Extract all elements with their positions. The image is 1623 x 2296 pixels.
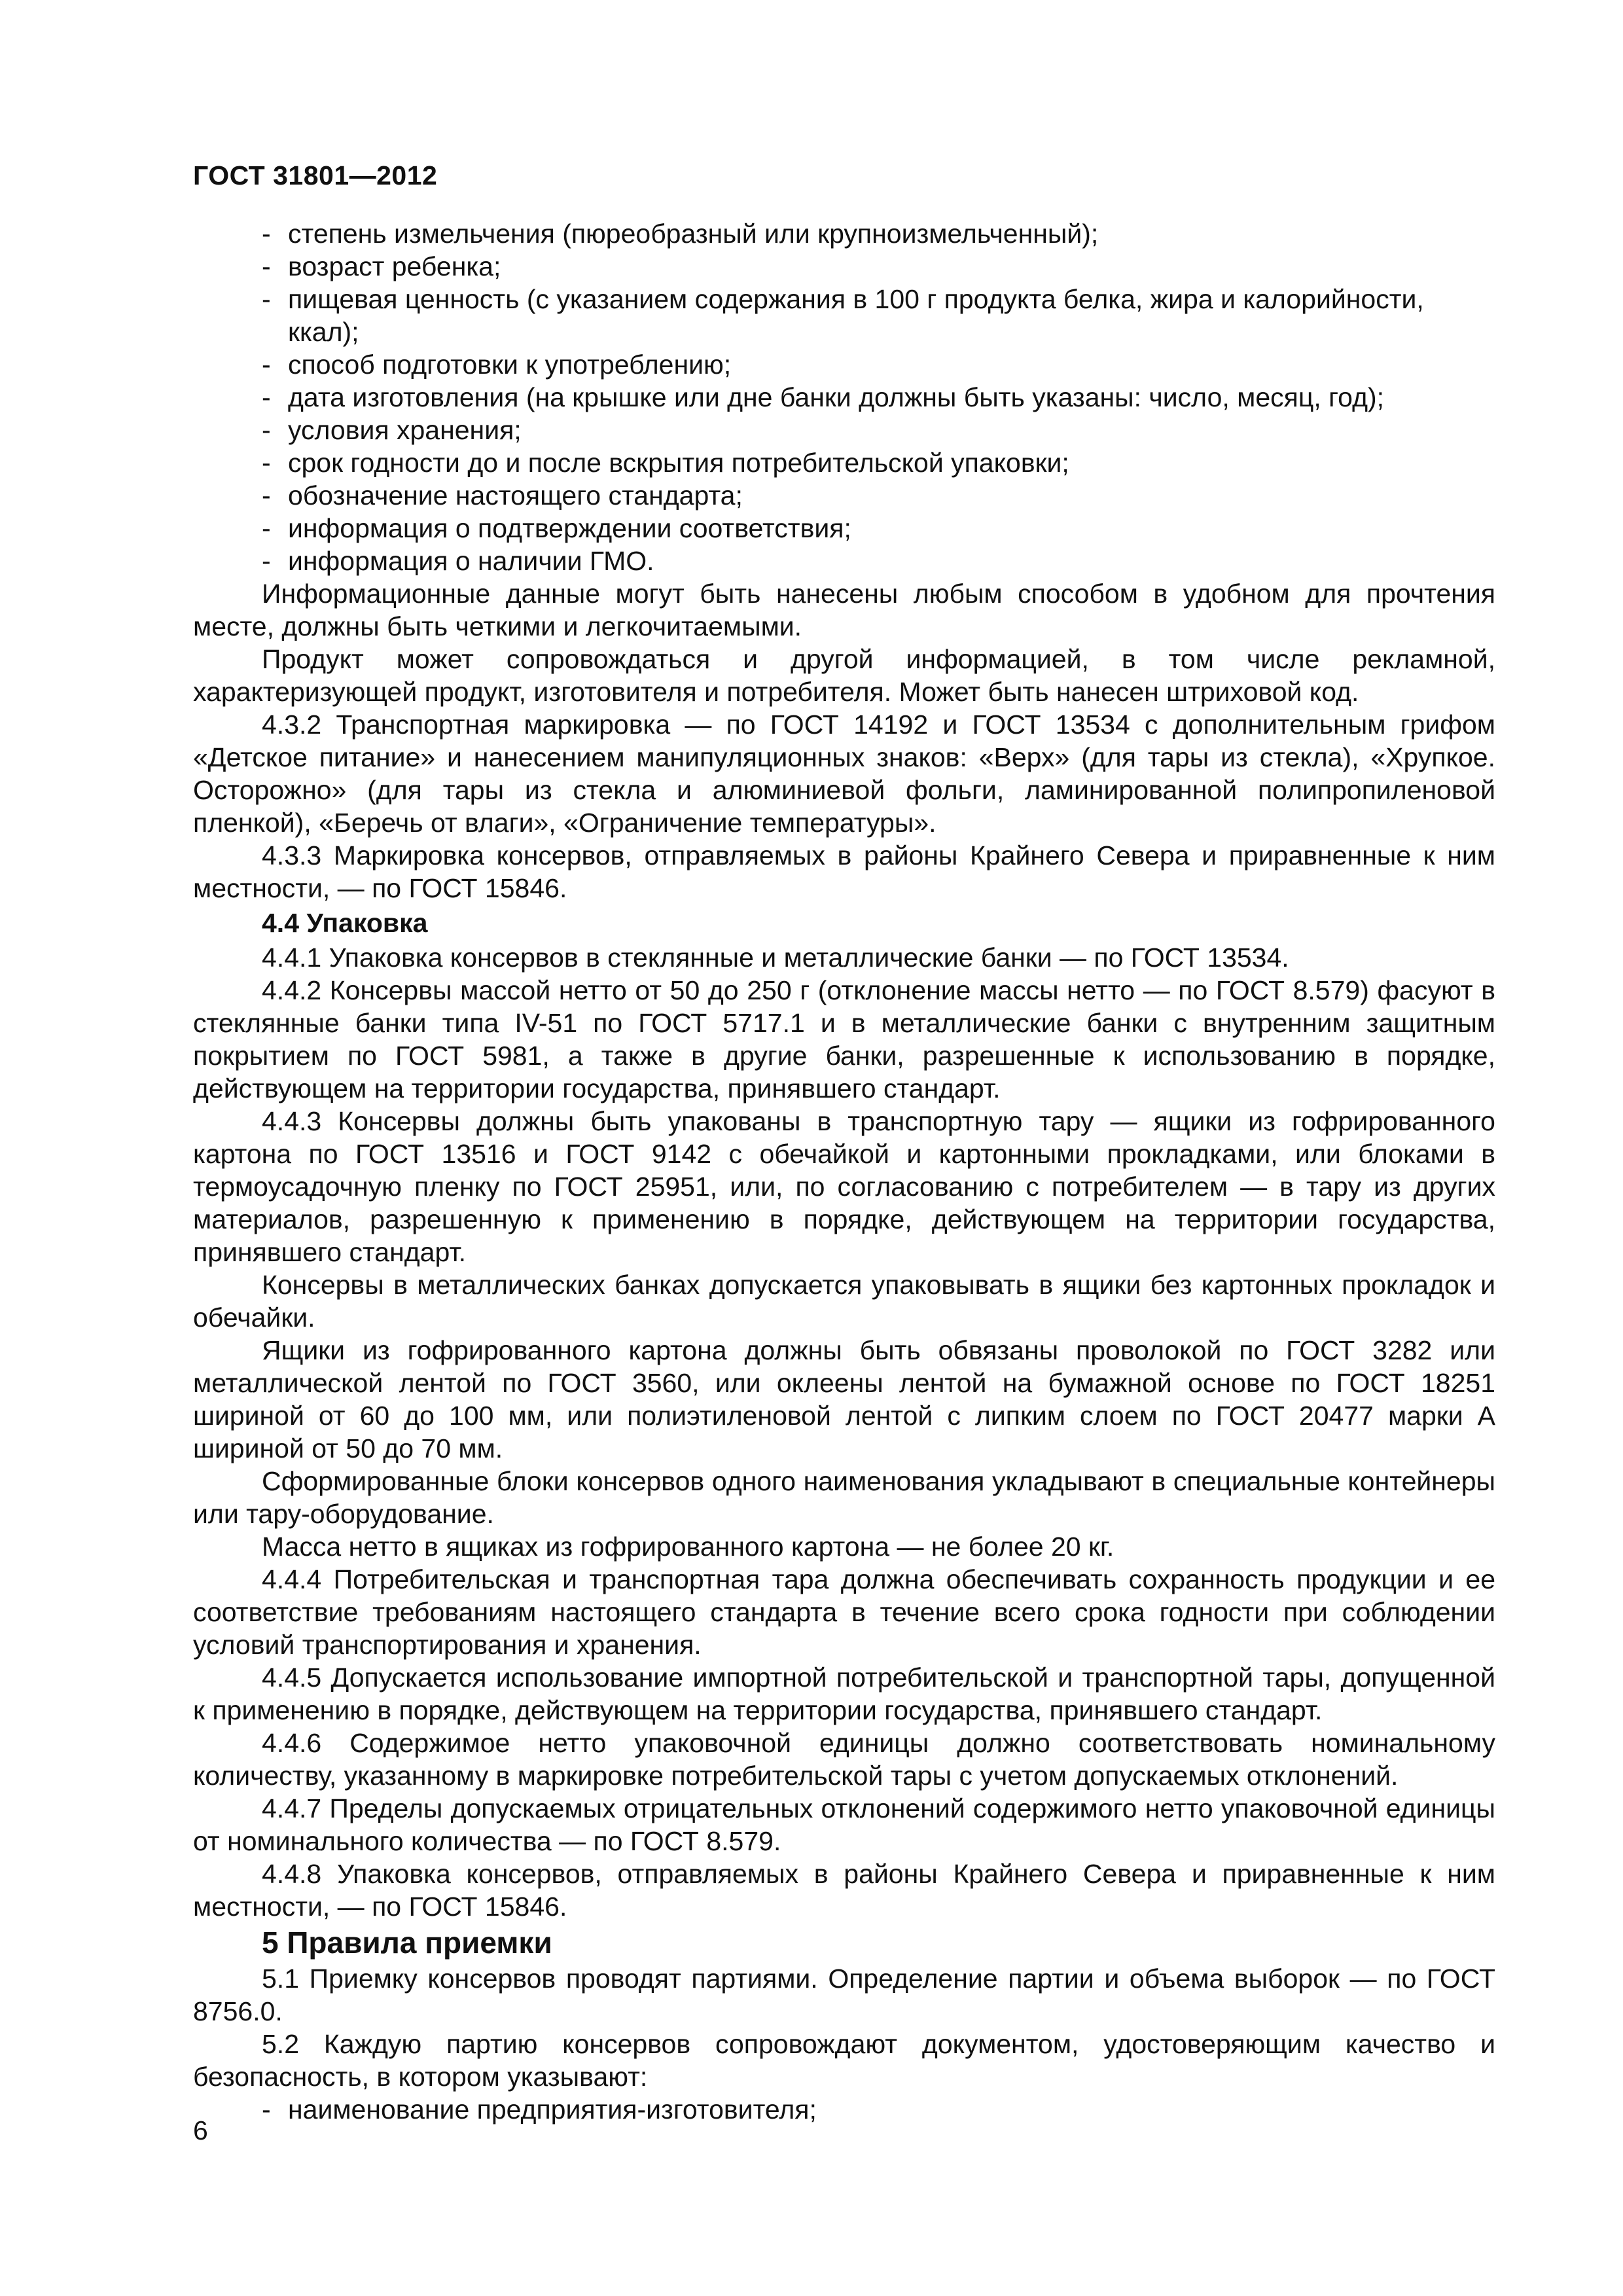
paragraph-4-4-3: 4.4.3 Консервы должны быть упакованы в транспортную тару — ящики из гофрированного картона по ГОСТ 13516 и ГОСТ 9142 с обечайкой и картонными прокладками, или блоками в термоусадочную пленку по ГОСТ 25951, или, по согласованию с потребителем — в тару из других материалов, разрешенную к применению в порядке, действующем на территории государства, принявшего стандарт. — [193, 1106, 1495, 1267]
paragraph-5-1: 5.1 Приемку консервов проводят партиями. Определение партии и объема выборок — по ГОСТ 8756.0. — [193, 1964, 1495, 2026]
list-item: - информация о наличии ГМО. — [262, 546, 654, 576]
paragraph: Продукт может сопровождаться и другой информацией, в том числе рекламной, характеризующей продукт, изготовителя и потребителя. Может быть нанесен штриховой код. — [193, 644, 1495, 707]
list-bullet: - — [262, 415, 271, 445]
list-item: - степень измельчения (пюреобразный или крупноизмельченный); — [262, 219, 1099, 249]
list-item: - срок годности до и после вскрытия потребительской упаковки; — [262, 448, 1069, 478]
subsection-title-4-4: 4.4 Упаковка — [262, 908, 428, 938]
paragraph-4-4-4: 4.4.4 Потребительская и транспортная тара должна обеспечивать сохранность продукции и ее соответствие требованиям настоящего стандарта в течение всего срока годности при соблюдении условий транспортирования и хранения. — [193, 1564, 1495, 1660]
list-item: - дата изготовления (на крышке или дне банки должны быть указаны: число, месяц, год); — [262, 382, 1385, 412]
paragraph-4-4-8: 4.4.8 Упаковка консервов, отправляемых в районы Крайнего Севера и приравненные к ним местности, — по ГОСТ 15846. — [193, 1859, 1495, 1922]
paragraph: Информационные данные могут быть нанесены любым способом в удобном для прочтения месте, должны быть четкими и легкочитаемыми. — [193, 579, 1495, 641]
paragraph: Консервы в металлических банках допускается упаковывать в ящики без картонных прокладок и обечайки. — [193, 1270, 1495, 1333]
list-bullet: - — [262, 2094, 271, 2125]
list-bullet: - — [262, 382, 271, 412]
list-item: - обозначение настоящего стандарта; — [262, 480, 743, 511]
paragraph-4-4-5: 4.4.5 Допускается использование импортной потребительской и транспортной тары, допущенной к применению в порядке, действующем на территории государства, принявшего стандарт. — [193, 1662, 1495, 1725]
list-bullet: - — [262, 448, 271, 478]
list-item: - наименование предприятия-изготовителя; — [262, 2094, 817, 2125]
list-bullet: - — [262, 251, 271, 281]
paragraph-5-2: 5.2 Каждую партию консервов сопровождают документом, удостоверяющим качество и безопасность, в котором указывают: — [193, 2029, 1495, 2092]
section-title-5: 5 Правила приемки — [262, 1926, 552, 1960]
document-body — [193, 217, 1495, 2126]
list-item: - пищевая ценность (с указанием содержания в 100 г продукта белка, жира и калорийности, ккал); — [262, 284, 1424, 347]
list-bullet: - — [262, 546, 271, 576]
paragraph-4-4-6: 4.4.6 Содержимое нетто упаковочной единицы должно соответствовать номинальному количеству, указанному в маркировке потребительской тары с учетом допускаемых отклонений. — [193, 1728, 1495, 1791]
list-item: - возраст ребенка; — [262, 251, 501, 281]
paragraph-4-4-7: 4.4.7 Пределы допускаемых отрицательных отклонений содержимого нетто упаковочной единицы от номинального количества — по ГОСТ 8.579. — [193, 1793, 1495, 1856]
document-header: ГОСТ 31801—2012 — [193, 160, 438, 190]
paragraph: Сформированные блоки консервов одного наименования укладывают в специальные контейнеры или тару-оборудование. — [193, 1466, 1495, 1529]
list-item: - способ подготовки к употреблению; — [262, 350, 732, 380]
paragraph: Масса нетто в ящиках из гофрированного картона — не более 20 кг. — [262, 1532, 1115, 1562]
list-bullet: - — [262, 284, 271, 314]
paragraph-4-4-2: 4.4.2 Консервы массой нетто от 50 до 250 г (отклонение массы нетто — по ГОСТ 8.579) фасуют в стеклянные банки типа IV-51 по ГОСТ 5717.1 и в металлические банки с внутренним защитным покрытием по ГОСТ 5981, а также в другие банки, разрешенные к использованию в порядке, действующем на территории государства, принявшего стандарт. — [193, 975, 1495, 1103]
paragraph-4-4-1: 4.4.1 Упаковка консервов в стеклянные и металлические банки — по ГОСТ 13534. — [262, 942, 1289, 973]
page-number: 6 — [193, 2115, 208, 2145]
paragraph-4-3-2: 4.3.2 Транспортная маркировка — по ГОСТ 14192 и ГОСТ 13534 с дополнительным грифом «Детское питание» и нанесением манипуляционных знаков: «Верх» (для тары из стекла), «Хрупкое. Осторожно» (для тары из стекла и алюминиевой фольги, ламинированной полипропиленовой пленкой), «Беречь от влаги», «Ограничение температуры». — [193, 709, 1495, 838]
list-bullet: - — [262, 480, 271, 511]
list-bullet: - — [262, 219, 271, 249]
list-item: - информация о подтверждении соответствия; — [262, 513, 851, 543]
paragraph: Ящики из гофрированного картона должны быть обвязаны проволокой по ГОСТ 3282 или металлической лентой по ГОСТ 3560, или оклеены лентой на бумажной основе по ГОСТ 18251 шириной от 60 до 100 мм, или полиэтиленовой лентой с липким слоем по ГОСТ 20477 марки А шириной от 50 до 70 мм. — [193, 1335, 1495, 1463]
paragraph-4-3-3: 4.3.3 Маркировка консервов, отправляемых в районы Крайнего Севера и приравненные к ним местности, — по ГОСТ 15846. — [193, 840, 1495, 903]
list-bullet: - — [262, 350, 271, 380]
list-item: - условия хранения; — [262, 415, 522, 445]
list-bullet: - — [262, 513, 271, 543]
